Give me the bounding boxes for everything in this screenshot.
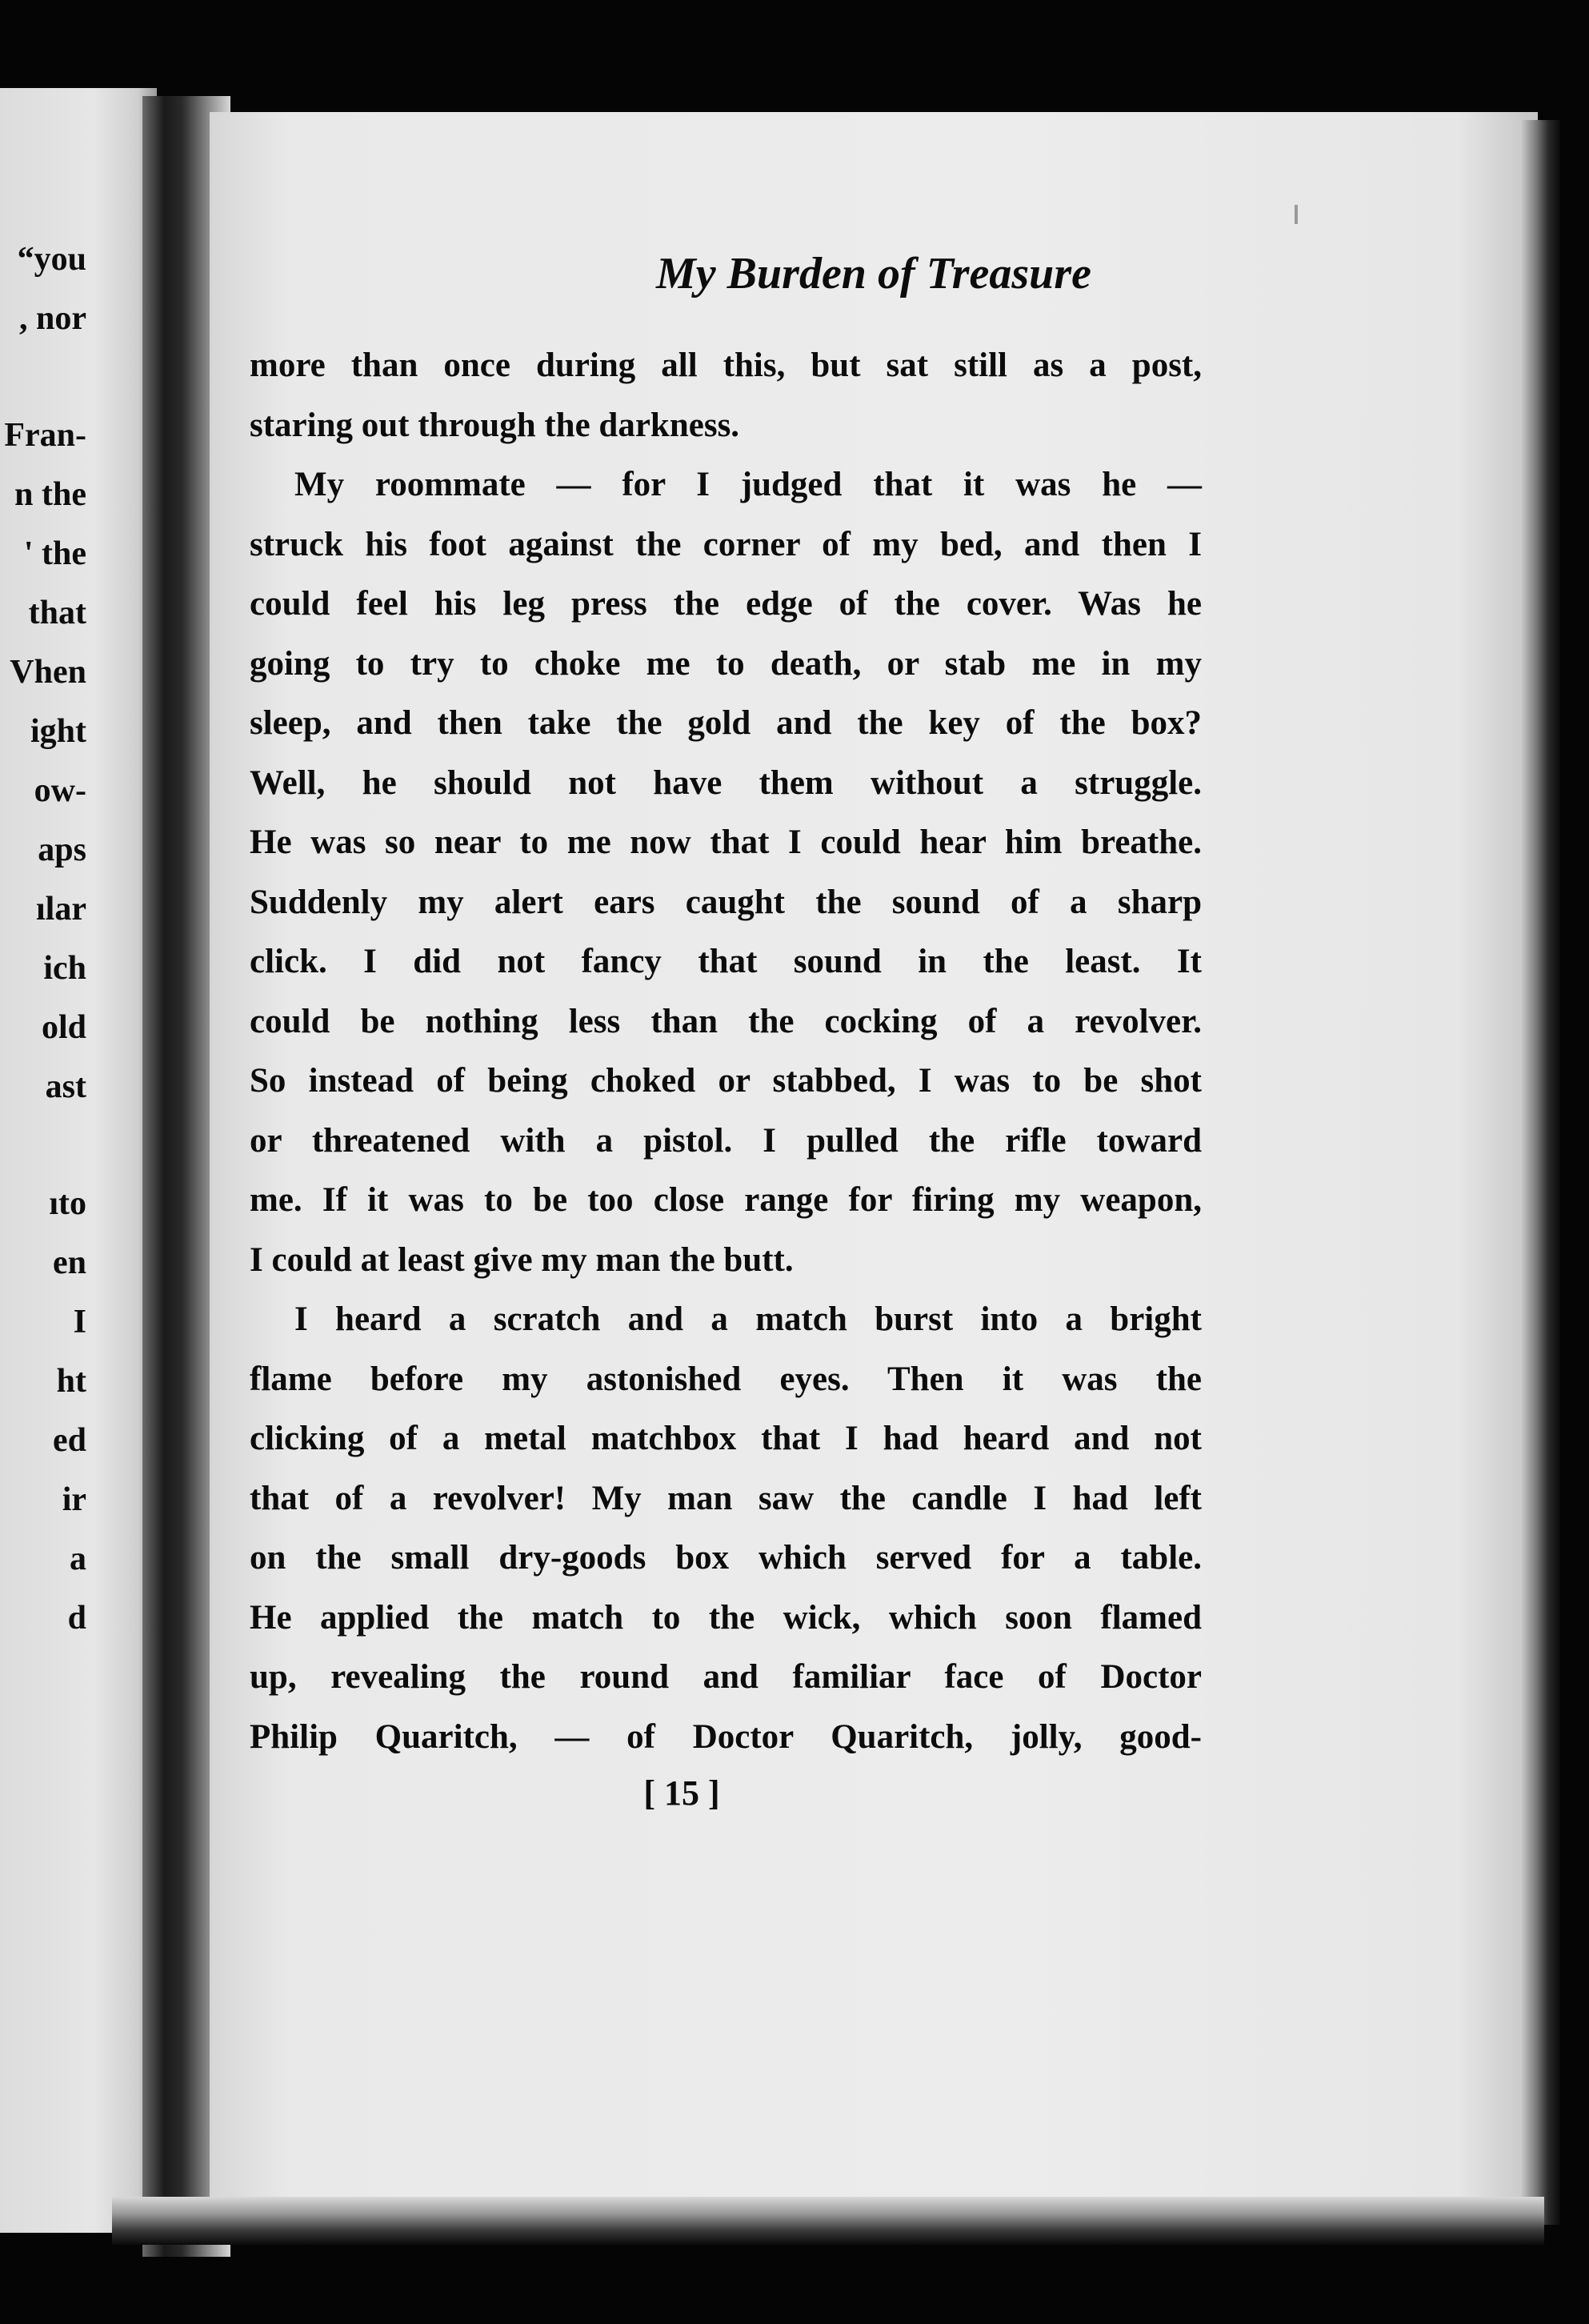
- text-line: Well, he should not have them without a struggle.: [250, 763, 1202, 802]
- left-page-fragment: ich: [43, 950, 86, 987]
- left-page-fragment: a: [70, 1541, 86, 1577]
- left-facing-page: [0, 88, 157, 2233]
- left-page-fragment: ow-: [34, 772, 86, 809]
- text-line: sleep, and then take the gold and the key of the box?: [250, 704, 1202, 742]
- left-page-fragment: ' the: [23, 535, 86, 572]
- text-line: He was so near to me now that I could hear him breathe.: [250, 823, 1202, 861]
- left-page-fragment: ast: [45, 1068, 86, 1105]
- page-number: [ 15 ]: [643, 1773, 720, 1813]
- text-line: that of a revolver! My man saw the candle I had left: [250, 1479, 1202, 1517]
- left-page-fragment: ed: [53, 1422, 86, 1459]
- scan-speck: [1295, 205, 1298, 224]
- text-line: So instead of being choked or stabbed, I was to be shot: [250, 1062, 1202, 1100]
- text-line: click. I did not fancy that sound in the least. It: [250, 943, 1202, 980]
- left-page-fragment: I: [73, 1304, 86, 1340]
- text-line: more than once during all this, but sat still as a post,: [250, 347, 1202, 384]
- left-page-fragment: Fran-: [4, 417, 86, 454]
- text-line: or threatened with a pistol. I pulled the rifle toward: [250, 1121, 1202, 1160]
- text-line: up, revealing the round and familiar face of Doctor: [250, 1658, 1202, 1696]
- left-page-fragment: d: [67, 1600, 86, 1637]
- left-page-fragment: Vhen: [10, 654, 86, 691]
- left-page-fragment: en: [53, 1244, 86, 1281]
- text-line: could feel his leg press the edge of the cover. Was he: [250, 585, 1202, 623]
- left-page-fragment: “you: [17, 241, 86, 278]
- left-page-fragment: ht: [56, 1363, 86, 1400]
- left-page-fragment: that: [28, 595, 86, 631]
- text-line: could be nothing less than the cocking of a revolver.: [250, 1002, 1202, 1040]
- page-edge-right: [1520, 120, 1560, 2225]
- left-page-fragment: , nor: [19, 300, 86, 337]
- left-page-fragment: old: [41, 1009, 86, 1046]
- body-text: [250, 336, 1202, 1767]
- text-line: going to try to choke me to death, or stab me in my: [250, 644, 1202, 683]
- text-line: I could at least give my man the butt.: [250, 1240, 794, 1279]
- text-line: My roommate — for I judged that it was he —: [294, 466, 1202, 503]
- text-line: Suddenly my alert ears caught the sound of a sharp: [250, 883, 1202, 921]
- left-page-fragment: aps: [38, 831, 86, 868]
- left-page-fragment: ıto: [49, 1185, 86, 1222]
- left-page-fragment: ılar: [36, 891, 86, 928]
- running-head: My Burden of Treasure: [656, 249, 1091, 299]
- left-page-fragment: ir: [62, 1481, 86, 1518]
- page-edge-bottom: [112, 2197, 1544, 2245]
- text-line: I heard a scratch and a match burst into a bright: [294, 1300, 1202, 1338]
- text-line: me. If it was to be too close range for firing my weapon,: [250, 1181, 1202, 1219]
- text-line: clicking of a metal matchbox that I had heard and not: [250, 1420, 1202, 1457]
- text-line: He applied the match to the wick, which soon flamed: [250, 1598, 1202, 1637]
- text-line: Philip Quaritch, — of Doctor Quaritch, jolly, good-: [250, 1717, 1202, 1756]
- text-line: struck his foot against the corner of my bed, and then I: [250, 525, 1202, 563]
- text-line: staring out through the darkness.: [250, 406, 740, 444]
- text-line: on the small dry-goods box which served for a table.: [250, 1539, 1202, 1577]
- text-line: flame before my astonished eyes. Then it was the: [250, 1360, 1202, 1398]
- left-page-fragment: n the: [14, 476, 86, 513]
- left-page-fragment: ight: [30, 713, 86, 750]
